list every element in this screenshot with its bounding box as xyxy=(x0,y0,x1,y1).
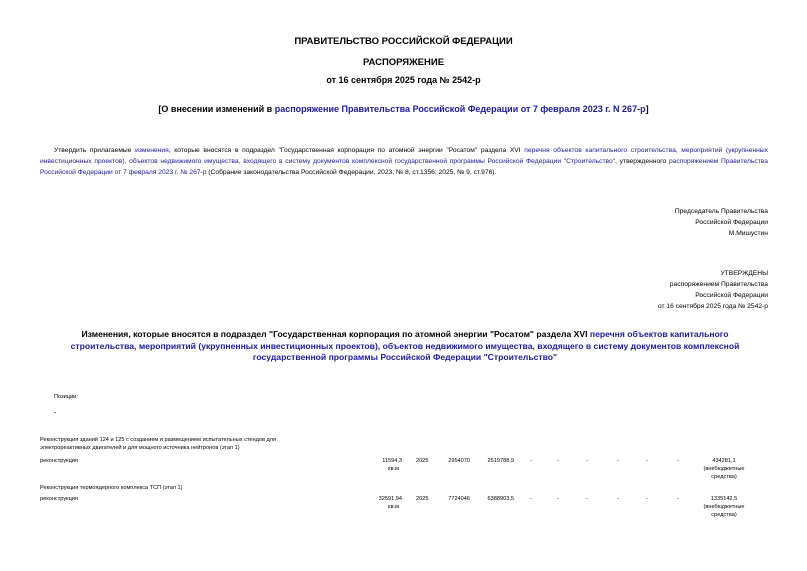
signature-title: Председатель Правительства xyxy=(674,208,768,215)
para-text-1: Утвердить прилагаемые xyxy=(54,147,136,154)
row-capacity: 32591,94 xyxy=(378,496,402,502)
row-extra: 434281,1 xyxy=(712,458,736,464)
subject-prefix: [О внесении изменений в xyxy=(158,104,275,114)
row-dash: - xyxy=(530,496,532,502)
row-type: реконструкция xyxy=(40,458,78,464)
row-dash: - xyxy=(617,458,619,464)
row-title-line-1: Реконструкция термоядерного комплекса ТСП (этап 1) xyxy=(40,485,183,491)
changes-title xyxy=(60,329,750,364)
row-dash: - xyxy=(617,496,619,502)
row-year: 2025 xyxy=(416,458,429,464)
approval-heading: УТВЕРЖДЕНЫ xyxy=(720,270,768,277)
document-subject xyxy=(0,104,807,114)
para-text-3: , утвержденного xyxy=(615,158,669,165)
row-extra-note: (внебюджетные xyxy=(703,466,745,472)
list-link[interactable]: перечня объектов капитального строительства, мероприятий (укрупненных инвестиционных проектов), объектов недвижимого имущества, входящего в систему документов комплексной государственной программы Российской Федерации "Строительство" xyxy=(40,147,768,165)
row-title-line-2: электрореактивных двигателей и для мощного источника нейтронов (этап 1) xyxy=(40,445,240,451)
signature-name: М.Мишустин xyxy=(728,230,768,237)
row-extra: 1335142,5 xyxy=(710,496,738,502)
document-date-number: от 16 сентября 2025 года № 2542-р xyxy=(326,75,481,85)
row-unit: кв.м xyxy=(388,504,399,510)
approval-line-2: распоряжением Правительства xyxy=(669,281,768,288)
row-extra-note: (внебюджетные xyxy=(703,504,745,510)
row-dash: - xyxy=(677,458,679,464)
row-cost: 7724046 xyxy=(448,496,470,502)
row-funding: 6388903,5 xyxy=(487,496,514,502)
row-dash: - xyxy=(586,458,588,464)
signature-org: Российской Федерации xyxy=(695,219,768,226)
approval-line-4: от 16 сентября 2025 года № 2542-р xyxy=(657,303,768,310)
row-dash: - xyxy=(677,496,679,502)
row-unit: кв.м xyxy=(388,466,399,472)
subject-link[interactable]: распоряжение Правительства Российской Федерации от 7 февраля 2023 г. N 267-р xyxy=(274,104,646,114)
signature-block xyxy=(675,206,768,239)
row-extra-note: средства) xyxy=(711,512,737,518)
order-link[interactable]: распоряжением Правительства Российской Федерации от 7 февраля 2023 г. № 267-р xyxy=(40,158,768,176)
positions-label: Позиции: xyxy=(54,394,78,400)
row-cost: 2954070 xyxy=(448,458,470,464)
row-extra-note: средства) xyxy=(711,474,737,480)
decree-paragraph xyxy=(40,145,768,178)
subject-suffix: ] xyxy=(645,104,649,114)
row-title-line-1: Реконструкция зданий 124 и 125 с созданием и размещением испытательных стендов для xyxy=(40,437,277,443)
document-type: РАСПОРЯЖЕНИЕ xyxy=(362,57,445,68)
para-text-2: , которые вносятся в подраздел "Государственная корпорация по атомной энергии "Росатом" раздела XVI xyxy=(168,147,525,154)
row-dash: - xyxy=(557,458,559,464)
row-dash: - xyxy=(586,496,588,502)
changes-link[interactable]: изменения xyxy=(135,147,169,154)
row-dash: - xyxy=(530,458,532,464)
changes-title-link[interactable]: перечня объектов капитального строительства, мероприятий (укрупненных инвестиционных проектов), объектов недвижимого имущества, входящего в систему документов комплексной государственной программы Российской Федерации "Строительство" xyxy=(70,329,740,362)
row-capacity: 11594,3 xyxy=(382,458,402,464)
approval-line-3: Российской Федерации xyxy=(695,292,768,299)
row-dash: - xyxy=(646,496,648,502)
row-dash: - xyxy=(557,496,559,502)
row-year: 2025 xyxy=(416,496,429,502)
positions-marker: " xyxy=(54,412,56,418)
row-type: реконструкция xyxy=(40,496,78,502)
row-funding: 2519788,9 xyxy=(487,458,514,464)
para-text-4: (Собрание законодательства Российской Федерации, 2023, № 8, ст.1356; 2025, № 9, ст.976). xyxy=(206,169,497,176)
government-heading: ПРАВИТЕЛЬСТВО РОССИЙСКОЙ ФЕДЕРАЦИИ xyxy=(294,36,513,47)
approval-block xyxy=(658,268,768,312)
row-dash: - xyxy=(646,458,648,464)
changes-title-text: Изменения, которые вносятся в подраздел "Государственная корпорация по атомной энергии "Росатом" раздела XVI xyxy=(81,329,590,339)
